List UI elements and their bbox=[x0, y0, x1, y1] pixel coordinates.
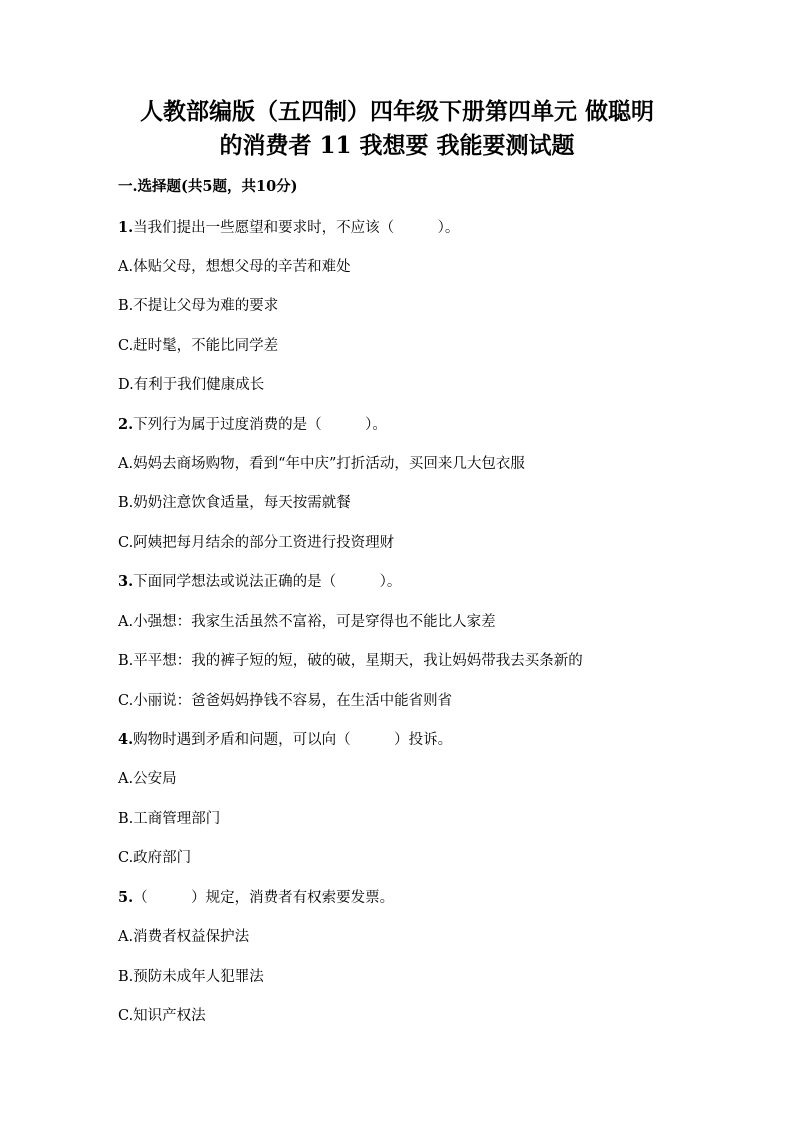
option-2a: A.妈妈去商场购物，看到“年中庆”打折活动，买回来几大包衣服 bbox=[118, 456, 525, 472]
option-2c: C.阿姨把每月结余的部分工资进行投资理财 bbox=[118, 535, 395, 551]
question-stem: 下面同学想法或说法正确的是（ ）。 bbox=[133, 574, 402, 590]
option-1c: C.赶时髦，不能比同学差 bbox=[118, 338, 279, 354]
option-5a: A.消费者权益保护法 bbox=[118, 929, 250, 945]
question-1 bbox=[118, 217, 459, 239]
section-heading: 一.选择题(共5题，共10分) bbox=[118, 178, 298, 195]
question-stem: 当我们提出一些愿望和要求时，不应该（ ）。 bbox=[133, 220, 460, 236]
option-1d: D.有利于我们健康成长 bbox=[118, 377, 265, 393]
title-line-2: 的消费者 11 我想要 我能要测试题 bbox=[219, 132, 575, 159]
option-3a: A.小强想：我家生活虽然不富裕，可是穿得也不能比人家差 bbox=[118, 614, 496, 630]
option-4b: B.工商管理部门 bbox=[118, 811, 221, 827]
title-line-1: 人教部编版（五四制）四年级下册第四单元 做聪明 bbox=[139, 98, 654, 125]
question-3 bbox=[118, 571, 401, 593]
option-1b: B.不提让父母为难的要求 bbox=[118, 298, 279, 314]
option-5c: C.知识产权法 bbox=[118, 1008, 206, 1024]
question-number: 4. bbox=[118, 731, 134, 748]
question-stem: 下列行为属于过度消费的是（ ）。 bbox=[133, 417, 387, 433]
question-number: 3. bbox=[118, 573, 134, 590]
option-3c: C.小丽说：爸爸妈妈挣钱不容易，在生活中能省则省 bbox=[118, 693, 453, 709]
question-4 bbox=[118, 729, 452, 751]
question-2 bbox=[118, 414, 387, 436]
option-4a: A.公安局 bbox=[118, 771, 177, 787]
document-title bbox=[60, 95, 734, 163]
question-5 bbox=[118, 887, 394, 909]
option-5b: B.预防未成年人犯罪法 bbox=[118, 969, 264, 985]
question-stem: （ ）规定，消费者有权索要发票。 bbox=[133, 890, 395, 906]
option-3b: B.平平想：我的裤子短的短，破的破，星期天，我让妈妈带我去买条新的 bbox=[118, 653, 583, 669]
option-4c: C.政府部门 bbox=[118, 850, 192, 866]
question-number: 5. bbox=[118, 889, 134, 906]
question-number: 2. bbox=[118, 416, 134, 433]
question-stem: 购物时遇到矛盾和问题，可以向（ ）投诉。 bbox=[133, 732, 453, 748]
option-1a: A.体贴父母，想想父母的辛苦和难处 bbox=[118, 259, 351, 275]
question-number: 1. bbox=[118, 219, 134, 236]
option-2b: B.奶奶注意饮食适量，每天按需就餐 bbox=[118, 495, 351, 511]
